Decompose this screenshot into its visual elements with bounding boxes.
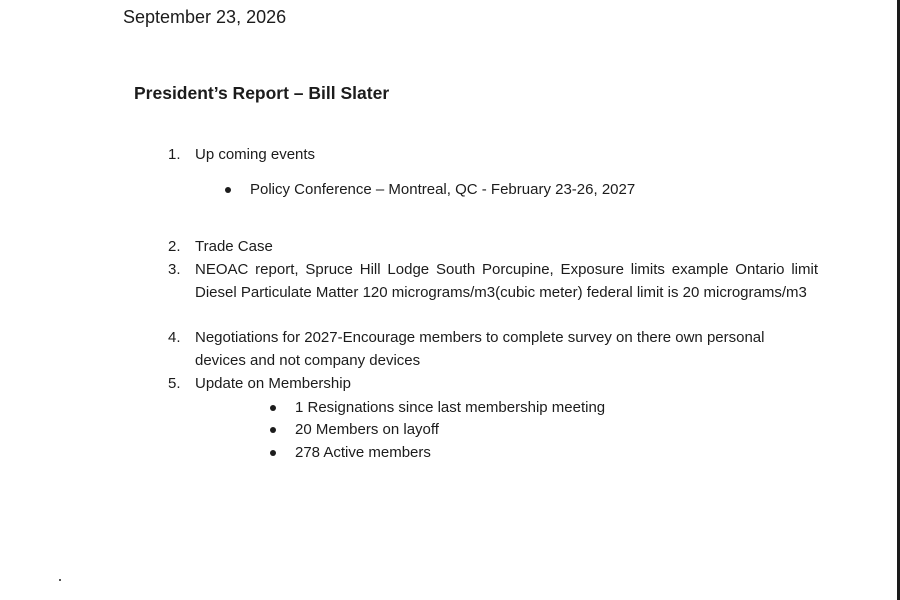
bullet-text: 278 Active members: [295, 444, 431, 461]
list-item: [168, 144, 818, 167]
bullet-text: 20 Members on layoff: [295, 421, 439, 438]
list-item: [168, 373, 818, 396]
list-item: [168, 259, 818, 304]
list-item-number: 4.: [168, 329, 181, 346]
list-item-number: 1.: [168, 146, 181, 163]
meeting-date: September 23, 2026: [123, 7, 287, 27]
bullet-icon: [225, 187, 231, 193]
bullet-icon: [270, 450, 276, 456]
list-item-text: NEOAC report, Spruce Hill Lodge South Porcupine, Exposure limits example Ontario limit Diesel Particulate Matter 120 micrograms/m3(cubic meter) federal limit is 20 micrograms/m3: [195, 261, 818, 301]
bullet-text: 1 Resignations since last membership meeting: [295, 399, 606, 416]
list-item-number: 2.: [168, 238, 181, 255]
list-item: [168, 327, 818, 372]
bullet-icon: [270, 427, 276, 433]
scan-speck: [59, 579, 61, 581]
list-item-number: 5.: [168, 375, 181, 392]
bullet-icon: [270, 405, 276, 411]
list-item: [168, 236, 818, 259]
list-item-text: Negotiations for 2027-Encourage members to complete survey on there own personal devices and not company devices: [195, 329, 765, 369]
list-item-text: Up coming events: [195, 146, 316, 163]
bullet-text: Policy Conference – Montreal, QC - February 23-26, 2027: [250, 181, 636, 198]
list-item-text: Update on Membership: [195, 375, 351, 392]
list-item-number: 3.: [168, 261, 181, 278]
list-item-text: Trade Case: [195, 238, 273, 255]
report-heading: President’s Report – Bill Slater: [134, 83, 390, 103]
